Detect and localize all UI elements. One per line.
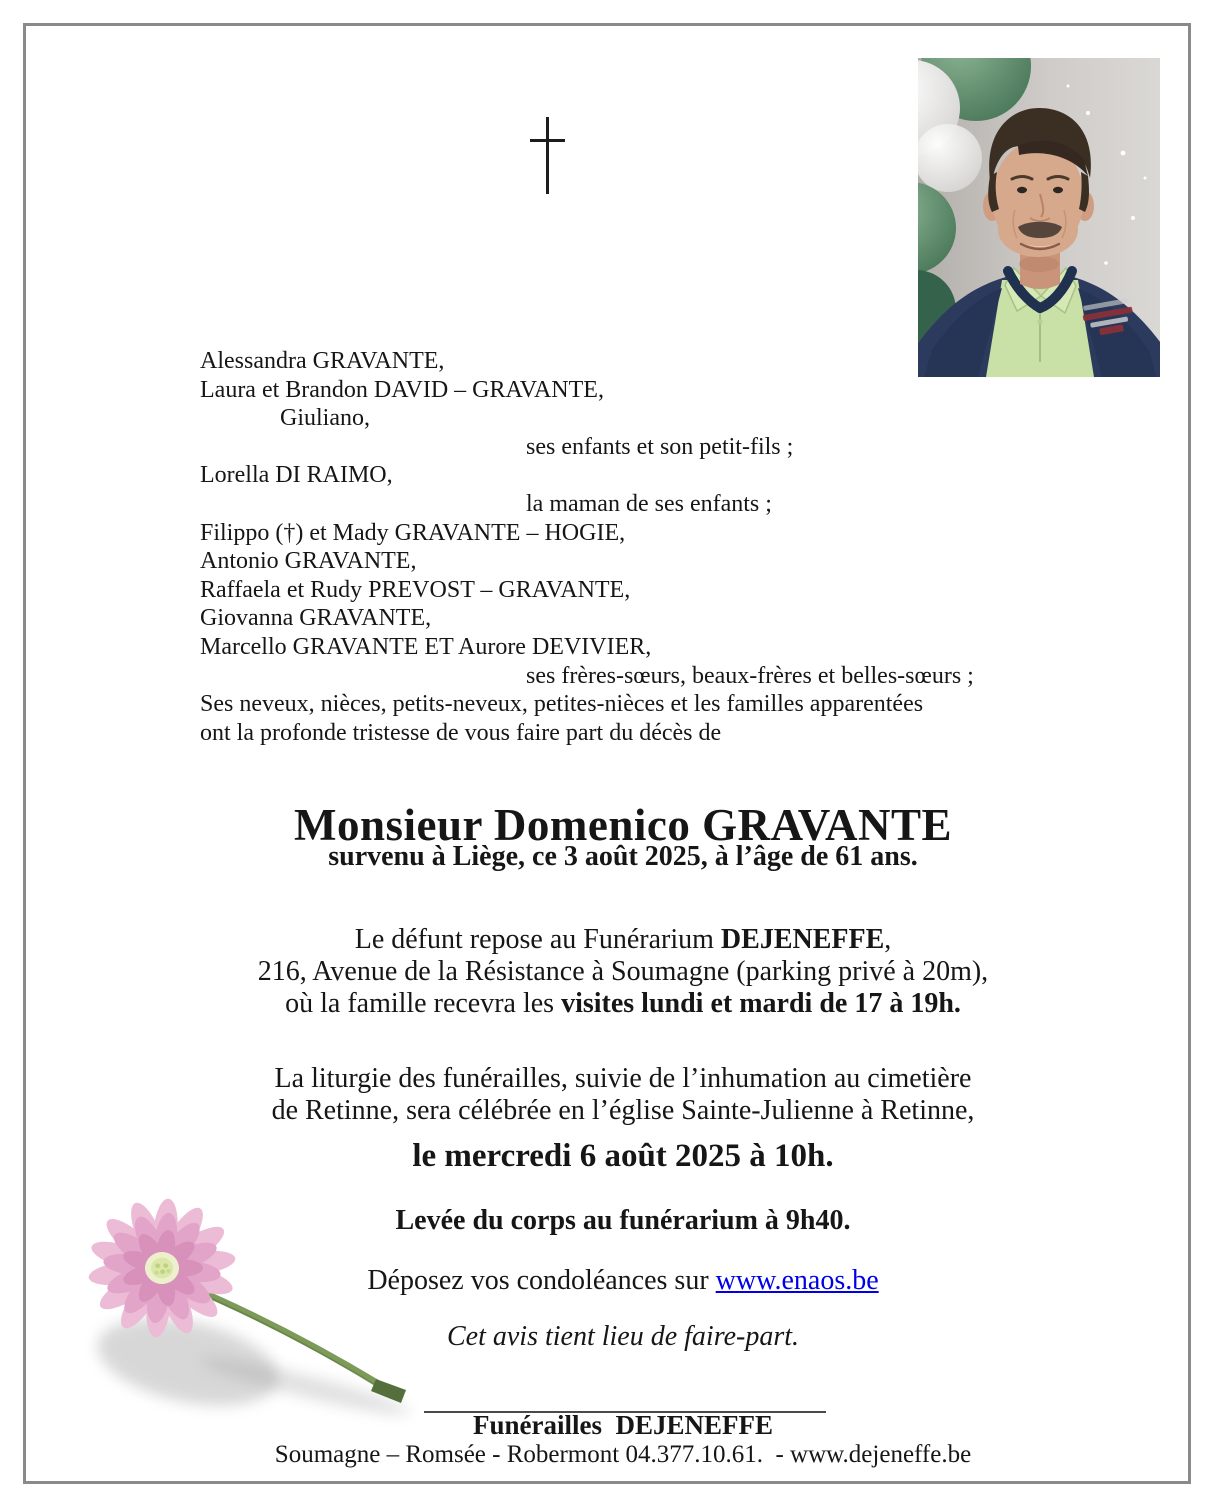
family-line: Marcello GRAVANTE ET Aurore DEVIVIER, [200,633,652,660]
cross-icon-horizontal [530,139,565,142]
family-line: Giuliano, [280,405,370,432]
repose-line-1 [30,924,1214,956]
funerarium-name: DEJENEFFE [720,924,885,955]
family-line: Alessandra GRAVANTE, [200,348,445,374]
funeral-home-name: Funérailles DEJENEFFE [472,1410,773,1440]
family-line: ont la profonde tristesse de vous faire part du décès de [200,719,722,746]
condolences-text: Déposez vos condoléances sur [367,1265,716,1296]
family-line: Lorella DI RAIMO, [200,462,393,489]
portrait-photo [918,58,1160,377]
cross-icon-vertical [546,117,549,194]
deceased-name-title: Monsieur Domenico GRAVANTE [293,800,953,850]
ceremony-line-1: La liturgie des funérailles, suivie de l’inhumation au cimetière [274,1063,972,1094]
ceremony-info [30,1063,1214,1127]
visit-hours: visites lundi et mardi de 17 à 19h. [561,988,961,1020]
family-line: Raffaela et Rudy PREVOST – GRAVANTE, [200,576,631,603]
funeral-home-address: Soumagne – Romsée - Robermont 04.377.10.61. - www.dejeneffe.be [274,1441,972,1468]
family-line: Laura et Brandon DAVID – GRAVANTE, [200,376,604,403]
family-line: ses enfants et son petit-fils ; [526,433,794,460]
repose-info [30,924,1214,1021]
family-line: Ses neveux, nièces, petits-neveux, petites-nièces et les familles apparentées [200,691,924,718]
enaos-link[interactable]: www.enaos.be [715,1265,879,1296]
ceremony-date: le mercredi 6 août 2025 à 10h. [412,1138,834,1174]
family-line: Antonio GRAVANTE, [200,548,417,575]
repose-line-1-suffix: , [884,924,892,955]
flower-image [70,1190,422,1432]
family-announcement [200,347,1120,747]
ceremony-line-2: de Retinne, sera célébrée en l’église Sainte-Julienne à Retinne, [271,1095,975,1127]
family-line: Filippo (†) et Mady GRAVANTE – HOGIE, [200,519,626,546]
levee-info: Levée du corps au funérarium à 9h40. [395,1205,851,1236]
family-line: la maman de ses enfants ; [526,490,772,517]
repose-line-1-prefix: Le défunt repose au Funérarium [354,924,721,955]
death-details: survenu à Liège, ce 3 août 2025, à l’âge de 61 ans. [328,841,918,872]
repose-line-3-prefix: où la famille recevra les [285,988,562,1020]
family-line: Giovanna GRAVANTE, [200,605,432,632]
repose-line-3 [30,988,1214,1020]
repose-line-2: 216, Avenue de la Résistance à Soumagne (parking privé à 20m), [257,956,989,988]
family-line: ses frères-sœurs, beaux-frères et belles-sœurs ; [526,662,974,689]
legal-notice: Cet avis tient lieu de faire-part. [446,1321,799,1352]
